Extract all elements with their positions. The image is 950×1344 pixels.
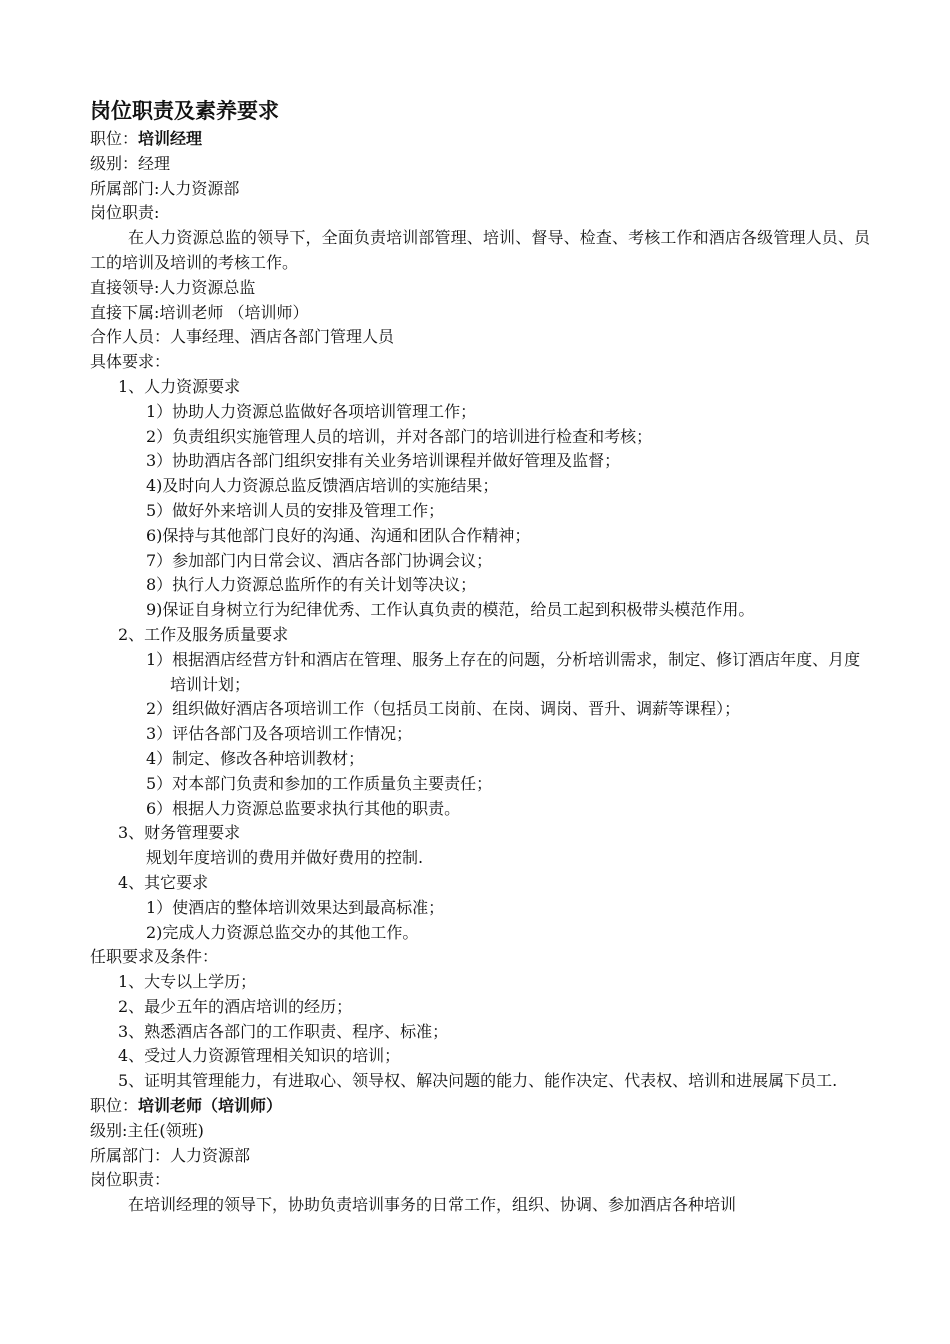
section-heading: 1、人力资源要求 <box>118 376 241 396</box>
position-value: 培训经理 <box>138 129 203 148</box>
position-label: 职位： <box>90 129 139 148</box>
list-item: 6）根据人力资源总监要求执行其他的职责。 <box>146 798 461 818</box>
list-item: 4)及时向人力资源总监反馈酒店培训的实施结果； <box>146 476 499 496</box>
direct-subordinate-line: 直接下属:培训老师 （培训师） <box>90 302 309 322</box>
qualification-item: 4、受过人力资源管理相关知识的培训； <box>118 1046 401 1066</box>
list-item: 规划年度培训的费用并做好费用的控制. <box>146 848 424 868</box>
list-item: 3）协助酒店各部门组织安排有关业务培训课程并做好管理及监督； <box>146 451 621 471</box>
list-item: 3）评估各部门及各项培训工作情况； <box>146 724 413 744</box>
position-value: 培训老师（培训师） <box>138 1096 283 1116</box>
document-page <box>90 96 870 1218</box>
direct-leader-line: 直接领导:人力资源总监 <box>90 277 256 297</box>
position-line <box>90 1094 870 1119</box>
document-title: 岗位职责及素养要求 <box>90 99 279 123</box>
list-item: 2）负责组织实施管理人员的培训，并对各部门的培训进行检查和考核； <box>146 426 653 446</box>
level-line: 级别:主任(领班) <box>90 1120 204 1140</box>
position-line <box>90 127 870 152</box>
duty-text: 在培训经理的领导下，协助负责培训事务的日常工作，组织、协调、参加酒店各种培训 <box>128 1195 737 1215</box>
list-item: 5）做好外来培训人员的安排及管理工作； <box>146 500 445 520</box>
list-item: 1）根据酒店经营方针和酒店在管理、服务上存在的问题，分析培训需求，制定、修订酒店年度、月度培训计划； <box>146 649 861 694</box>
duty-text: 在人力资源总监的领导下，全面负责培训部管理、培训、督导、检查、考核工作和酒店各级管理人员、员工的培训及培训的考核工作。 <box>90 228 870 272</box>
section-heading: 4、其它要求 <box>118 872 209 892</box>
list-item: 1）使酒店的整体培训效果达到最高标准； <box>146 897 445 917</box>
qualification-item: 2、最少五年的酒店培训的经历； <box>118 996 353 1016</box>
list-item: 2）组织做好酒店各项培训工作（包括员工岗前、在岗、调岗、晋升、调薪等课程）； <box>146 699 741 719</box>
qualifications-label: 任职要求及条件： <box>90 947 219 967</box>
qualification-item: 1、大专以上学历； <box>118 972 257 992</box>
list-item: 4）制定、修改各种培训教材； <box>146 748 365 768</box>
department-line: 所属部门:人力资源部 <box>90 178 240 198</box>
list-item: 6)保持与其他部门良好的沟通、沟通和团队合作精神； <box>146 525 531 545</box>
list-item: 5）对本部门负责和参加的工作质量负主要责任； <box>146 773 493 793</box>
requirements-label: 具体要求： <box>90 352 171 372</box>
duty-label: 岗位职责: <box>90 203 160 223</box>
section-heading: 3、财务管理要求 <box>118 823 241 843</box>
level-line: 级别：经理 <box>90 153 171 173</box>
list-item: 9)保证自身树立行为纪律优秀、工作认真负责的模范，给员工起到积极带头模范作用。 <box>146 600 755 620</box>
list-item: 2)完成人力资源总监交办的其他工作。 <box>146 922 419 942</box>
position-label: 职位： <box>90 1096 139 1116</box>
qualification-item: 3、熟悉酒店各部门的工作职责、程序、标准； <box>118 1021 449 1041</box>
department-line: 所属部门：人力资源部 <box>90 1145 251 1165</box>
duty-label: 岗位职责： <box>90 1170 171 1190</box>
list-item: 7）参加部门内日常会议、酒店各部门协调会议； <box>146 550 493 570</box>
list-item: 8）执行人力资源总监所作的有关计划等决议； <box>146 575 477 595</box>
list-item: 1）协助人力资源总监做好各项培训管理工作； <box>146 401 477 421</box>
section-heading: 2、工作及服务质量要求 <box>118 624 289 644</box>
qualification-item: 5、证明其管理能力，有进取心、领导权、解决问题的能力、能作决定、代表权、培训和进展属下员工. <box>118 1071 838 1091</box>
cooperation-line: 合作人员：人事经理、酒店各部门管理人员 <box>90 327 395 347</box>
